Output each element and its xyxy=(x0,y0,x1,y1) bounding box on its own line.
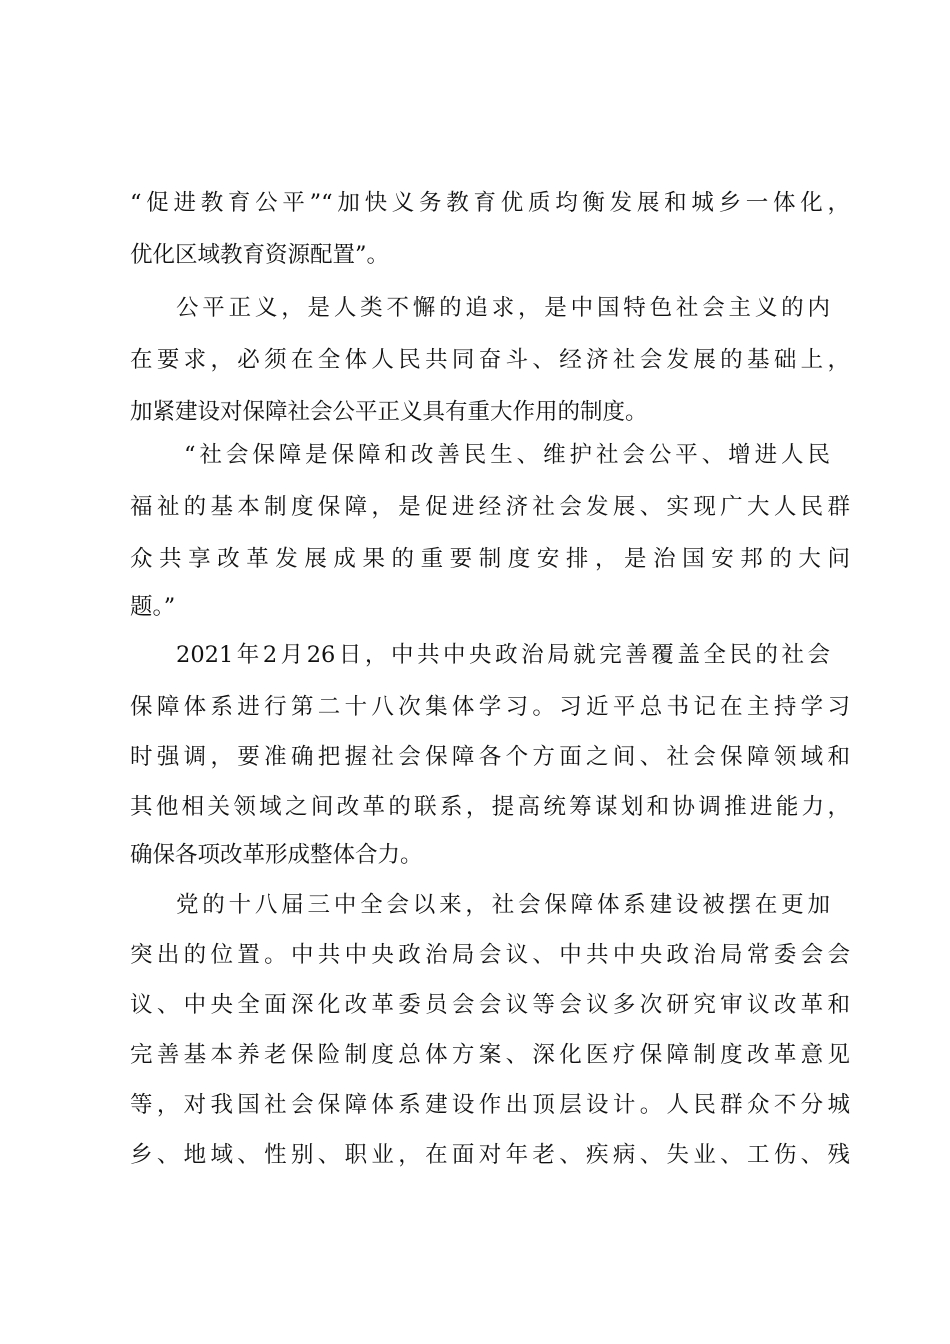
paragraph-4-line-2: 保障体系进行第二十八次集体学习。习近平总书记在主持学习 xyxy=(130,694,850,720)
paragraph-5-line-1: 党的十八届三中全会以来，社会保障体系建设被摆在更加 xyxy=(176,892,830,918)
paragraph-3-line-4: 题。” xyxy=(130,594,176,620)
paragraph-4-line-3: 时强调，要准确把握社会保障各个方面之间、社会保障领域和 xyxy=(130,744,850,770)
paragraph-3-line-2: 福祉的基本制度保障，是促进经济社会发展、实现广大人民群 xyxy=(130,494,850,520)
paragraph-1-line-2: 优化区域教育资源配置”。 xyxy=(130,242,390,268)
paragraph-5-line-2: 突出的位置。中共中央政治局会议、中共中央政治局常委会会 xyxy=(130,942,850,968)
paragraph-5-line-6: 乡、地域、性别、职业，在面对年老、疾病、失业、工伤、残 xyxy=(130,1142,850,1168)
paragraph-5-line-5: 等，对我国社会保障体系建设作出顶层设计。人民群众不分城 xyxy=(130,1092,850,1118)
paragraph-2-line-1: 公平正义，是人类不懈的追求，是中国特色社会主义的内 xyxy=(176,295,830,321)
paragraph-1-line-1: “促进教育公平”“加快义务教育优质均衡发展和城乡一体化， xyxy=(130,190,850,216)
paragraph-2-line-3: 加紧建设对保障社会公平正义具有重大作用的制度。 xyxy=(130,399,648,425)
paragraph-4-line-5: 确保各项改革形成整体合力。 xyxy=(130,842,423,868)
paragraph-5-line-3: 议、中央全面深化改革委员会会议等会议多次研究审议改革和 xyxy=(130,992,850,1018)
paragraph-4-line-4: 其他相关领域之间改革的联系，提高统筹谋划和协调推进能力， xyxy=(130,794,850,820)
paragraph-5-line-4: 完善基本养老保险制度总体方案、深化医疗保障制度改革意见 xyxy=(130,1042,850,1068)
paragraph-4-line-1: 2021年2月26日，中共中央政治局就完善覆盖全民的社会 xyxy=(176,642,830,668)
paragraph-2-line-2: 在要求，必须在全体人民共同奋斗、经济社会发展的基础上， xyxy=(130,347,850,373)
paragraph-3-line-3: 众共享改革发展成果的重要制度安排，是治国安邦的大问 xyxy=(130,546,850,572)
paragraph-3-line-1: “社会保障是保障和改善民生、维护社会公平、增进人民 xyxy=(184,442,830,468)
